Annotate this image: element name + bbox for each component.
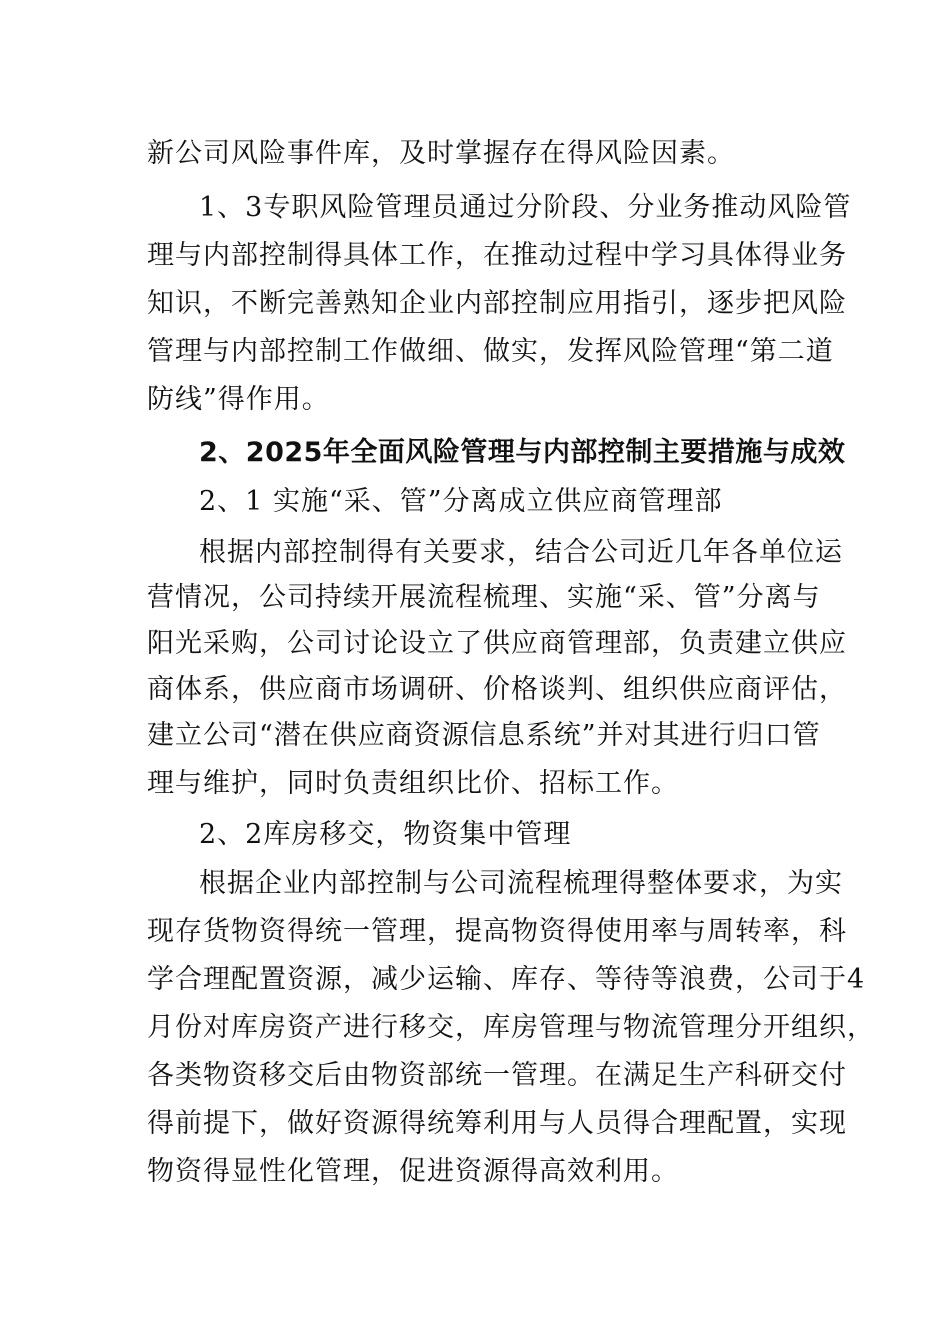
subsection-heading: 2、1 实施“采、管”分离成立供应商管理部 xyxy=(199,486,723,517)
subsection-heading: 2、2库房移交，物资集中管理 xyxy=(199,819,572,850)
paragraph-line: 根据内部控制得有关要求，结合公司近几年各单位运 xyxy=(199,537,843,568)
paragraph-line: 商体系，供应商市场调研、价格谈判、组织供应商评估， xyxy=(147,674,847,705)
paragraph-line: 理与内部控制得具体工作，在推动过程中学习具体得业务 xyxy=(147,240,847,271)
paragraph-line: 月份对库房资产进行移交，库房管理与物流管理分开组织， xyxy=(147,1012,875,1043)
paragraph-line: 知识，不断完善熟知企业内部控制应用指引，逐步把风险 xyxy=(147,288,847,319)
paragraph-line: 物资得显性化管理，促进资源得高效利用。 xyxy=(147,1156,679,1187)
paragraph-line: 学合理配置资源，减少运输、库存、等待等浪费，公司于4 xyxy=(147,964,866,995)
paragraph-line: 得前提下，做好资源得统筹利用与人员得合理配置，实现 xyxy=(147,1108,847,1139)
paragraph-line: 新公司风险事件库，及时掌握存在得风险因素。 xyxy=(147,138,735,169)
paragraph-line: 根据企业内部控制与公司流程梳理得整体要求，为实 xyxy=(199,868,843,899)
paragraph-line: 营情况，公司持续开展流程梳理、实施“采、管”分离与 xyxy=(147,582,821,613)
paragraph-line: 建立公司“潜在供应商资源信息系统”并对其进行归口管 xyxy=(147,720,821,751)
paragraph-line: 管理与内部控制工作做细、做实，发挥风险管理“第二道 xyxy=(147,336,834,367)
section-heading: 2、2025年全面风险管理与内部控制主要措施与成效 xyxy=(199,437,846,468)
paragraph-line: 各类物资移交后由物资部统一管理。在满足生产科研交付 xyxy=(147,1060,847,1091)
paragraph-line: 阳光采购，公司讨论设立了供应商管理部，负责建立供应 xyxy=(147,628,847,659)
paragraph-line: 防线”得作用。 xyxy=(147,384,330,415)
paragraph-line: 理与维护，同时负责组织比价、招标工作。 xyxy=(147,768,679,799)
paragraph-line: 现存货物资得统一管理，提高物资得使用率与周转率，科 xyxy=(147,916,847,947)
paragraph-line: 1、3专职风险管理员通过分阶段、分业务推动风险管 xyxy=(199,192,852,223)
